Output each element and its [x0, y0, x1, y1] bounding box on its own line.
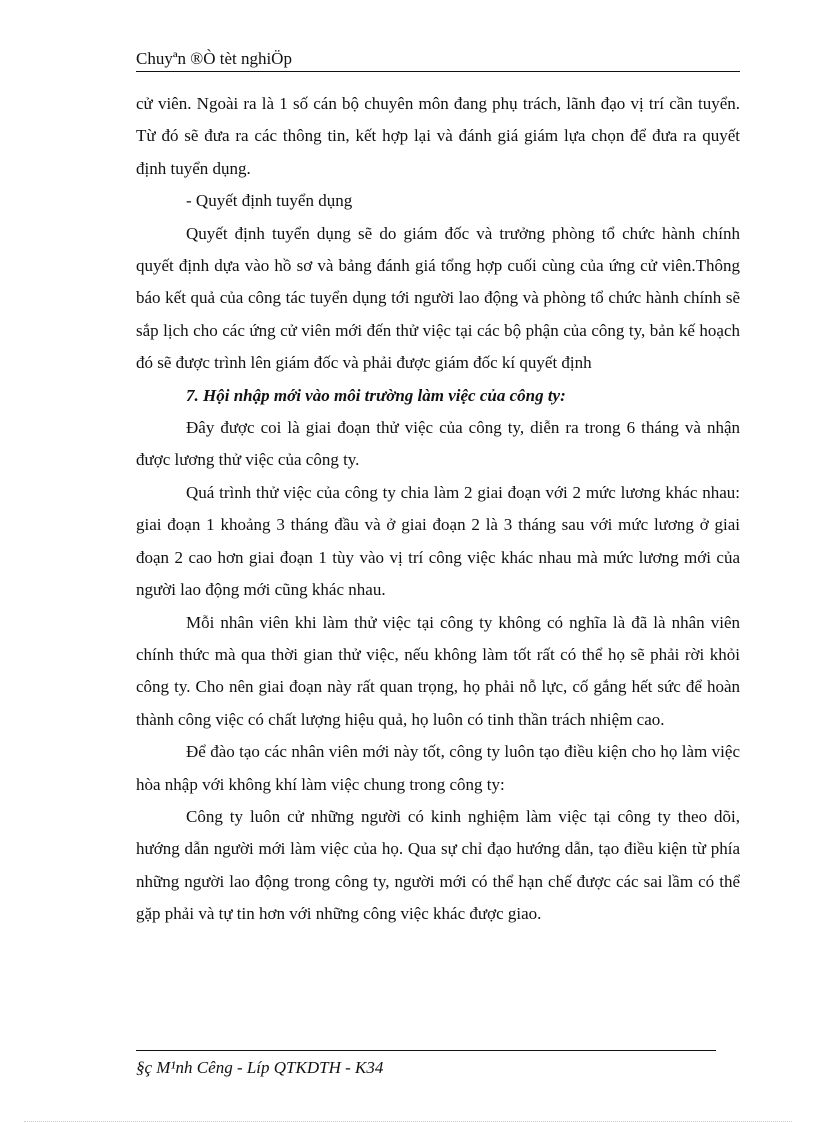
page-header-title: Chuyªn ®Ò tèt nghiÖp: [136, 49, 292, 68]
section-heading-7: 7. Hội nhập mới vào môi trường làm việc của công ty:: [186, 385, 566, 405]
paragraph-probation-stages: Quá trình thử việc của công ty chia làm 2 giai đoạn với 2 mức lương khác nhau: giai đoạn 1 khoảng 3 tháng đầu và ở giai đoạn 2 là 3 tháng sau với mức lương ở giai đoạn 2 cao hơn giai đoạn 1 tùy vào vị trí công việc khác nhau mà mức lương mới của người lao động mới cũng khác nhau.: [136, 482, 740, 600]
paragraph-mentoring: Công ty luôn cử những người có kinh nghiệm làm việc tại công ty theo dõi, hướng dẫn người mới làm việc của họ. Qua sự chỉ đạo hướng dẫn, tạo điều kiện từ phía những người lao động trong công ty, người mới có thể hạn chế được các sai lầm có thể gặp phải và tự tin hơn với những công việc khác được giao.: [136, 806, 740, 924]
footer-divider: [136, 1050, 716, 1051]
paragraph-probation-importance: Mỗi nhân viên khi làm thử việc tại công ty không có nghĩa là đã là nhân viên chính thức mà qua thời gian thử việc, nếu không làm tốt rất có thể họ sẽ phải rời khỏi công ty. Cho nên giai đoạn này rất quan trọng, họ phải nỗ lực, cố gắng hết sức để hoàn thành công việc có chất lượng hiệu quả, họ luôn có tinh thần trách nhiệm cao.: [136, 612, 740, 729]
document-body: [136, 88, 740, 931]
paragraph-decision-label: - Quyết định tuyển dụng: [186, 191, 353, 211]
paragraph-training-conditions: Để đào tạo các nhân viên mới này tốt, công ty luôn tạo điều kiện cho họ làm việc hòa nhập với không khí làm việc chung trong công ty:: [136, 742, 740, 794]
header-divider: [136, 71, 740, 72]
paragraph-probation: Đây được coi là giai đoạn thử việc của công ty, diễn ra trong 6 tháng và nhận được lương thử việc của công ty.: [136, 418, 740, 470]
paragraph-decision: Quyết định tuyển dụng sẽ do giám đốc và trưởng phòng tổ chức hành chính quyết định dựa vào hồ sơ và bảng đánh giá tổng hợp cuối cùng của ứng cử viên.Thông báo kết quả của công tác tuyển dụng tới người lao động và phòng tổ chức hành chính sẽ sắp lịch cho các ứng cử viên mới đến thử việc tại các bộ phận của công ty, bản kế hoạch đó sẽ được trình lên giám đốc và phải được giám đốc kí quyết định: [136, 223, 740, 373]
page-footer-text: §ç M¹nh Cêng - Líp QTKDTH - K34: [136, 1058, 384, 1077]
paragraph-continuation: cử viên. Ngoài ra là 1 số cán bộ chuyên môn đang phụ trách, lãnh đạo vị trí cần tuyển. Từ đó sẽ đưa ra các thông tin, kết hợp lại và đánh giá giám lựa chọn để đưa ra quyết định tuyển dụng.: [136, 94, 740, 178]
page-edge-dotted-line: [24, 1121, 792, 1122]
